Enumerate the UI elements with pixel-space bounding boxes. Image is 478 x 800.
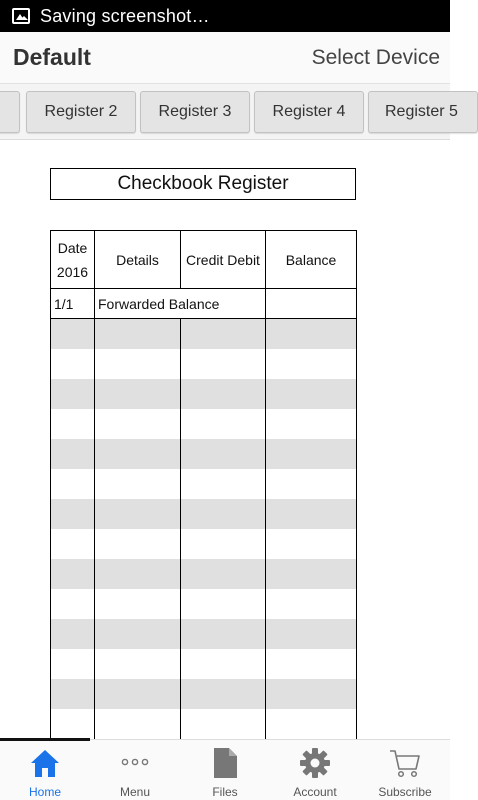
select-device-button[interactable]: Select Device: [311, 45, 440, 69]
cell[interactable]: [266, 499, 357, 529]
cell-date[interactable]: 1/1: [51, 289, 95, 319]
nav-account[interactable]: [270, 740, 360, 800]
table-row[interactable]: [51, 409, 357, 439]
cell[interactable]: [95, 529, 181, 559]
cart-icon: [388, 746, 422, 780]
table-row[interactable]: [51, 349, 357, 379]
nav-menu[interactable]: [90, 740, 180, 800]
cell[interactable]: [181, 559, 266, 589]
register-tab-strip[interactable]: [0, 84, 458, 140]
cell[interactable]: [95, 589, 181, 619]
cell[interactable]: [181, 709, 266, 739]
cell[interactable]: [181, 379, 266, 409]
nav-files[interactable]: [180, 740, 270, 800]
cell[interactable]: [181, 529, 266, 559]
table-row[interactable]: [51, 679, 357, 709]
table-row[interactable]: [51, 649, 357, 679]
cell[interactable]: [95, 409, 181, 439]
table-row[interactable]: [51, 379, 357, 409]
header-date: [51, 231, 95, 289]
header-credit-debit: Credit Debit: [181, 231, 266, 289]
cell[interactable]: [181, 319, 266, 349]
file-icon: [208, 746, 242, 780]
header-year-label: 2016: [56, 263, 89, 280]
cell[interactable]: [51, 469, 95, 499]
cell[interactable]: [95, 319, 181, 349]
cell[interactable]: [95, 679, 181, 709]
tab-register-1[interactable]: [0, 91, 20, 133]
nav-subscribe[interactable]: [360, 740, 450, 800]
cell-balance[interactable]: [266, 289, 357, 319]
tab-register-2[interactable]: Register 2: [26, 91, 136, 133]
nav-subscribe-label: Subscribe: [378, 785, 432, 799]
table-row[interactable]: [51, 469, 357, 499]
cell[interactable]: [51, 319, 95, 349]
bottom-nav: [0, 739, 450, 800]
table-row[interactable]: [51, 619, 357, 649]
header-balance: Balance: [266, 231, 357, 289]
status-text: Saving screenshot…: [40, 5, 210, 26]
cell[interactable]: [95, 649, 181, 679]
cell[interactable]: [51, 649, 95, 679]
cell[interactable]: [51, 409, 95, 439]
cell[interactable]: [51, 439, 95, 469]
page-title: Default: [13, 44, 91, 70]
cell[interactable]: [266, 529, 357, 559]
register-title: Checkbook Register: [50, 168, 356, 200]
cell[interactable]: [266, 679, 357, 709]
status-bar: [0, 0, 450, 32]
cell[interactable]: [51, 529, 95, 559]
cell[interactable]: [181, 469, 266, 499]
cell[interactable]: [181, 679, 266, 709]
cell[interactable]: [95, 439, 181, 469]
table-row[interactable]: [51, 709, 357, 739]
cell[interactable]: [95, 469, 181, 499]
cell[interactable]: [181, 349, 266, 379]
table-row[interactable]: [51, 559, 357, 589]
cell[interactable]: [95, 709, 181, 739]
table-row[interactable]: [51, 529, 357, 559]
cell[interactable]: [181, 649, 266, 679]
cell-details[interactable]: Forwarded Balance: [95, 289, 266, 319]
cell[interactable]: [181, 409, 266, 439]
cell[interactable]: [51, 679, 95, 709]
cell[interactable]: [95, 379, 181, 409]
more-dots-icon: [118, 746, 152, 780]
cell[interactable]: [51, 349, 95, 379]
cell[interactable]: [51, 589, 95, 619]
app-header: [0, 32, 450, 84]
cell[interactable]: [95, 349, 181, 379]
cell[interactable]: [181, 439, 266, 469]
cell[interactable]: [266, 649, 357, 679]
cell[interactable]: [51, 709, 95, 739]
cell[interactable]: [181, 619, 266, 649]
screenshot-icon: [12, 8, 30, 24]
cell[interactable]: [266, 619, 357, 649]
cell[interactable]: [95, 559, 181, 589]
cell[interactable]: [266, 589, 357, 619]
cell[interactable]: [51, 379, 95, 409]
cell[interactable]: [266, 559, 357, 589]
cell[interactable]: [95, 619, 181, 649]
table-row[interactable]: [51, 319, 357, 349]
cell[interactable]: [266, 379, 357, 409]
cell[interactable]: [266, 409, 357, 439]
register-header-row: [51, 231, 357, 289]
nav-home[interactable]: [0, 740, 90, 800]
nav-home-label: Home: [28, 785, 61, 799]
nav-files-label: Files: [212, 785, 238, 799]
cell[interactable]: [266, 469, 357, 499]
cell[interactable]: [266, 709, 357, 739]
cell[interactable]: [95, 499, 181, 529]
cell[interactable]: [181, 589, 266, 619]
register-table: [50, 230, 357, 739]
table-row[interactable]: [51, 589, 357, 619]
tab-register-5[interactable]: Register 5: [368, 91, 478, 133]
nav-account-label: Account: [293, 785, 337, 799]
tab-register-3[interactable]: Register 3: [140, 91, 250, 133]
table-row[interactable]: [51, 289, 357, 319]
register-content[interactable]: [0, 141, 450, 739]
cell[interactable]: [51, 619, 95, 649]
cell[interactable]: [181, 499, 266, 529]
cell[interactable]: [266, 349, 357, 379]
table-row[interactable]: [51, 499, 357, 529]
cell[interactable]: [51, 559, 95, 589]
cell[interactable]: [51, 499, 95, 529]
header-details: Details: [95, 231, 181, 289]
cell[interactable]: [266, 439, 357, 469]
gear-icon: [298, 746, 332, 780]
cell[interactable]: [266, 319, 357, 349]
nav-menu-label: Menu: [119, 785, 151, 799]
tab-register-4[interactable]: Register 4: [254, 91, 364, 133]
home-icon: [28, 746, 62, 780]
table-row[interactable]: [51, 439, 357, 469]
header-date-label: Date: [57, 239, 88, 256]
